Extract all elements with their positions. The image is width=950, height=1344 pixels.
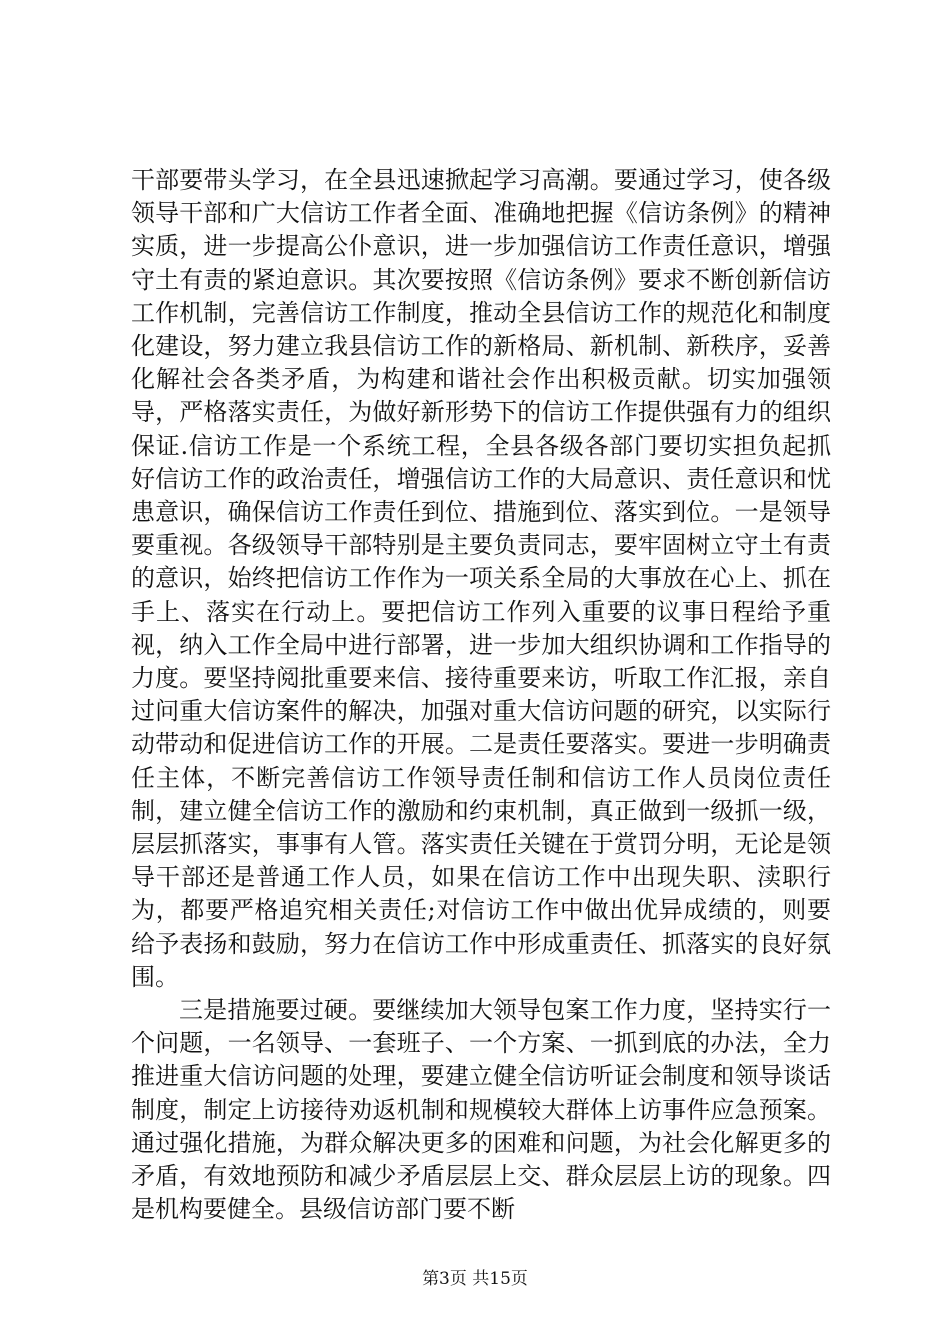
document-body <box>131 164 831 1227</box>
paragraph-1: 干部要带头学习，在全县迅速掀起学习高潮。要通过学习，使各级领导干部和广大信访工作者全面、准确地把握《信访条例》的精神实质，进一步提高公仆意识，进一步加强信访工作责任意识，增强守土有责的紧迫意识。其次要按照《信访条例》要求不断创新信访工作机制，完善信访工作制度，推动全县信访工作的规范化和制度化建设，努力建立我县信访工作的新格局、新机制、新秩序，妥善化解社会各类矛盾，为构建和谐社会作出积极贡献。切实加强领导，严格落实责任，为做好新形势下的信访工作提供强有力的组织保证.信访工作是一个系统工程，全县各级各部门要切实担负起抓好信访工作的政治责任，增强信访工作的大局意识、责任意识和忧患意识，确保信访工作责任到位、措施到位、落实到位。一是领导要重视。各级领导干部特别是主要负责同志，要牢固树立守土有责的意识，始终把信访工作作为一项关系全局的大事放在心上、抓在手上、落实在行动上。要把信访工作列入重要的议事日程给予重视，纳入工作全局中进行部署，进一步加大组织协调和工作指导的力度。要坚持阅批重要来信、接待重要来访，听取工作汇报，亲自过问重大信访案件的解决，加强对重大信访问题的研究，以实际行动带动和促进信访工作的开展。二是责任要落实。要进一步明确责任主体，不断完善信访工作领导责任制和信访工作人员岗位责任制，建立健全信访工作的激励和约束机制，真正做到一级抓一级，层层抓落实，事事有人管。落实责任关键在于赏罚分明，无论是领导干部还是普通工作人员，如果在信访工作中出现失职、渎职行为，都要严格追究相关责任;对信访工作中做出优异成绩的，则要给予表扬和鼓励，努力在信访工作中形成重责任、抓落实的良好氛围。 <box>131 166 831 991</box>
page-footer: 第3页 共15页 <box>422 1269 528 1289</box>
paragraph-2: 三是措施要过硬。要继续加大领导包案工作力度，坚持实行一个问题，一名领导、一套班子、一个方案、一抓到底的办法，全力推进重大信访问题的处理，要建立健全信访听证会制度和领导谈话制度，制定上访接待劝返机制和规模较大群体上访事件应急预案。通过强化措施，为群众解决更多的困难和问题，为社会化解更多的矛盾，有效地预防和减少矛盾层层上交、群众层层上访的现象。四是机构要健全。县级信访部门要不断 <box>131 996 831 1224</box>
